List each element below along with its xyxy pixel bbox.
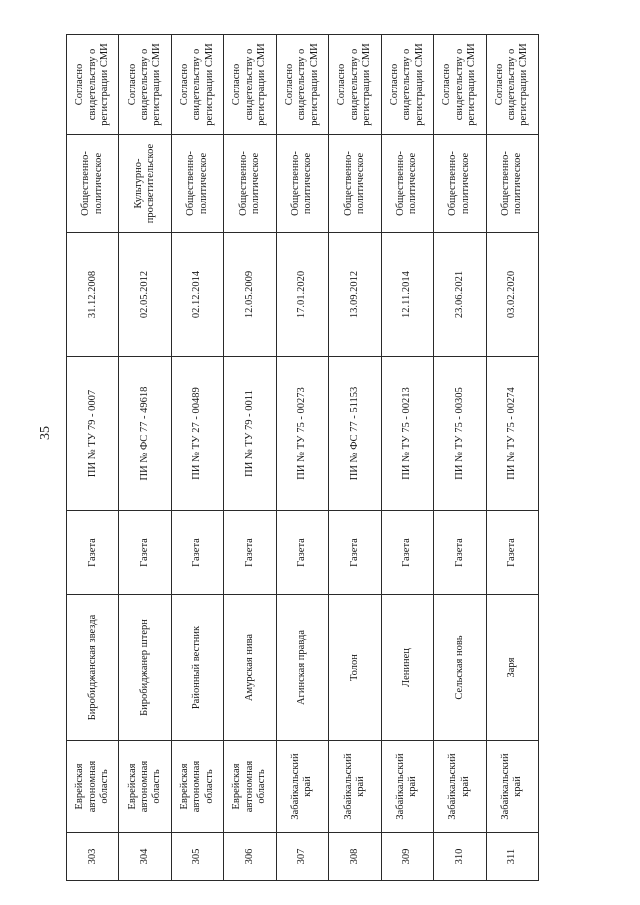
registration-date-cell: 12.11.2014 [381,233,433,357]
media-type-cell: Газета [67,511,119,595]
registration-number-cell: ПИ № ФС 77 - 49618 [119,357,171,511]
specialization-cell: Общественно-политическое [486,135,538,233]
region-cell: Забайкальский край [434,741,486,833]
specialization-cell: Общественно-политическое [434,135,486,233]
table-row [329,35,381,881]
row-number-cell: 308 [329,833,381,881]
specialization-cell: Общественно-политическое [381,135,433,233]
table-row [381,35,433,881]
table-row [276,35,328,881]
media-name-cell: Ленинец [381,595,433,741]
media-type-cell: Газета [329,511,381,595]
registration-date-cell: 31.12.2008 [67,233,119,357]
specialization-cell: Общественно-политическое [276,135,328,233]
media-name-cell: Заря [486,595,538,741]
territory-cell: Согласно свидетельству о регистрации СМИ [67,35,119,135]
specialization-cell: Общественно-политическое [329,135,381,233]
media-type-cell: Газета [224,511,276,595]
specialization-cell: Общественно-политическое [67,135,119,233]
registration-date-cell: 12.05.2009 [224,233,276,357]
specialization-cell: Культурно-просветительское [119,135,171,233]
region-cell: Еврейская автономная область [171,741,223,833]
region-cell: Забайкальский край [276,741,328,833]
territory-cell: Согласно свидетельству о регистрации СМИ [434,35,486,135]
registration-date-cell: 23.06.2021 [434,233,486,357]
rotated-table-container [66,35,538,881]
row-number-cell: 304 [119,833,171,881]
media-type-cell: Газета [171,511,223,595]
region-cell: Забайкальский край [329,741,381,833]
territory-cell: Согласно свидетельству о регистрации СМИ [171,35,223,135]
registration-number-cell: ПИ № ТУ 27 - 00489 [171,357,223,511]
registration-date-cell: 13.09.2012 [329,233,381,357]
media-name-cell: Сельская новь [434,595,486,741]
row-number-cell: 307 [276,833,328,881]
region-cell: Еврейская автономная область [119,741,171,833]
row-number-cell: 303 [67,833,119,881]
row-number-cell: 305 [171,833,223,881]
region-cell: Забайкальский край [486,741,538,833]
table-row [486,35,538,881]
registration-number-cell: ПИ № ФС 77 - 51153 [329,357,381,511]
registration-date-cell: 03.02.2020 [486,233,538,357]
table-row [67,35,119,881]
specialization-cell: Общественно-политическое [224,135,276,233]
territory-cell: Согласно свидетельству о регистрации СМИ [381,35,433,135]
region-cell: Еврейская автономная область [224,741,276,833]
row-number-cell: 311 [486,833,538,881]
table-row [434,35,486,881]
registration-number-cell: ПИ № ТУ 75 - 00274 [486,357,538,511]
registration-date-cell: 17.01.2020 [276,233,328,357]
table-row [224,35,276,881]
registration-date-cell: 02.05.2012 [119,233,171,357]
region-cell: Забайкальский край [381,741,433,833]
table-row [119,35,171,881]
media-name-cell: Амурская нива [224,595,276,741]
table-row [171,35,223,881]
media-registry-table [66,34,539,881]
territory-cell: Согласно свидетельству о регистрации СМИ [276,35,328,135]
row-number-cell: 310 [434,833,486,881]
registration-number-cell: ПИ № ТУ 79 - 0011 [224,357,276,511]
registration-number-cell: ПИ № ТУ 79 - 0007 [67,357,119,511]
registration-number-cell: ПИ № ТУ 75 - 00305 [434,357,486,511]
table-body [67,35,539,881]
registration-number-cell: ПИ № ТУ 75 - 00273 [276,357,328,511]
media-name-cell: Толон [329,595,381,741]
territory-cell: Согласно свидетельству о регистрации СМИ [119,35,171,135]
territory-cell: Согласно свидетельству о регистрации СМИ [329,35,381,135]
region-cell: Еврейская автономная область [67,741,119,833]
territory-cell: Согласно свидетельству о регистрации СМИ [224,35,276,135]
page-number: 35 [38,426,53,440]
specialization-cell: Общественно-политическое [171,135,223,233]
registration-number-cell: ПИ № ТУ 75 - 00213 [381,357,433,511]
media-name-cell: Биробиджанер штерн [119,595,171,741]
territory-cell: Согласно свидетельству о регистрации СМИ [486,35,538,135]
media-name-cell: Агинская правда [276,595,328,741]
media-type-cell: Газета [434,511,486,595]
row-number-cell: 309 [381,833,433,881]
registration-date-cell: 02.12.2014 [171,233,223,357]
media-type-cell: Газета [486,511,538,595]
media-type-cell: Газета [119,511,171,595]
media-type-cell: Газета [381,511,433,595]
media-type-cell: Газета [276,511,328,595]
media-name-cell: Районный вестник [171,595,223,741]
row-number-cell: 306 [224,833,276,881]
media-name-cell: Биробиджанская звезда [67,595,119,741]
